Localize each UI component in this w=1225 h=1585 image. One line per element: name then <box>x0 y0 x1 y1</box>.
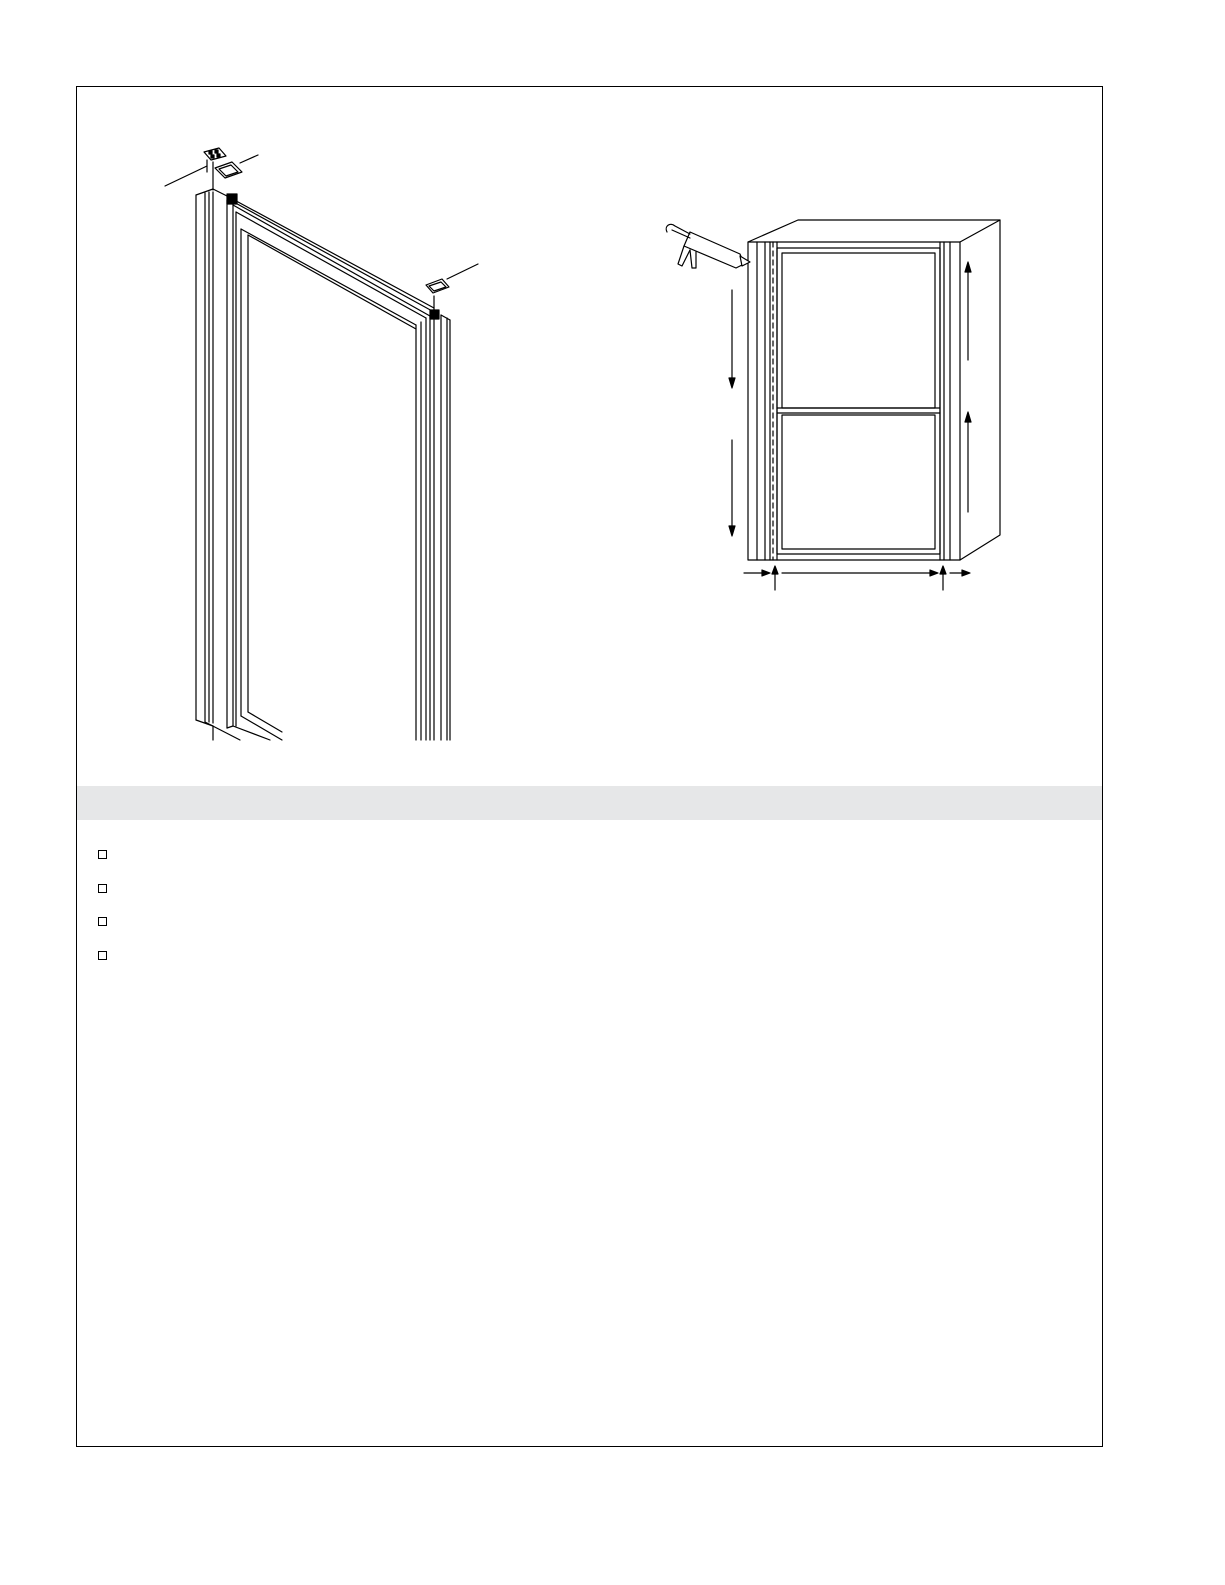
enclosure-box <box>748 220 1000 560</box>
pad-part-right <box>426 264 478 312</box>
instruction-checklist <box>98 848 121 982</box>
checkbox[interactable] <box>98 884 107 893</box>
checklist-item <box>98 882 121 916</box>
checklist-item <box>98 848 121 882</box>
right-jamb <box>416 313 450 740</box>
wall-jamb-assembly-illustration <box>165 148 478 740</box>
checkbox[interactable] <box>98 951 107 960</box>
checklist-item <box>98 915 121 949</box>
header-bar <box>227 194 439 329</box>
checkbox[interactable] <box>98 917 107 926</box>
illustrations <box>0 0 1225 790</box>
pad-part-left <box>215 155 258 178</box>
bottom-arrows <box>744 566 970 590</box>
caulking-illustration <box>666 220 1000 590</box>
caulk-gun-icon <box>666 224 750 268</box>
checkbox[interactable] <box>98 850 107 859</box>
section-heading-band <box>77 786 1102 820</box>
checklist-item <box>98 949 121 983</box>
arrow-down-icon <box>729 290 735 536</box>
door-left-stile <box>227 200 282 740</box>
